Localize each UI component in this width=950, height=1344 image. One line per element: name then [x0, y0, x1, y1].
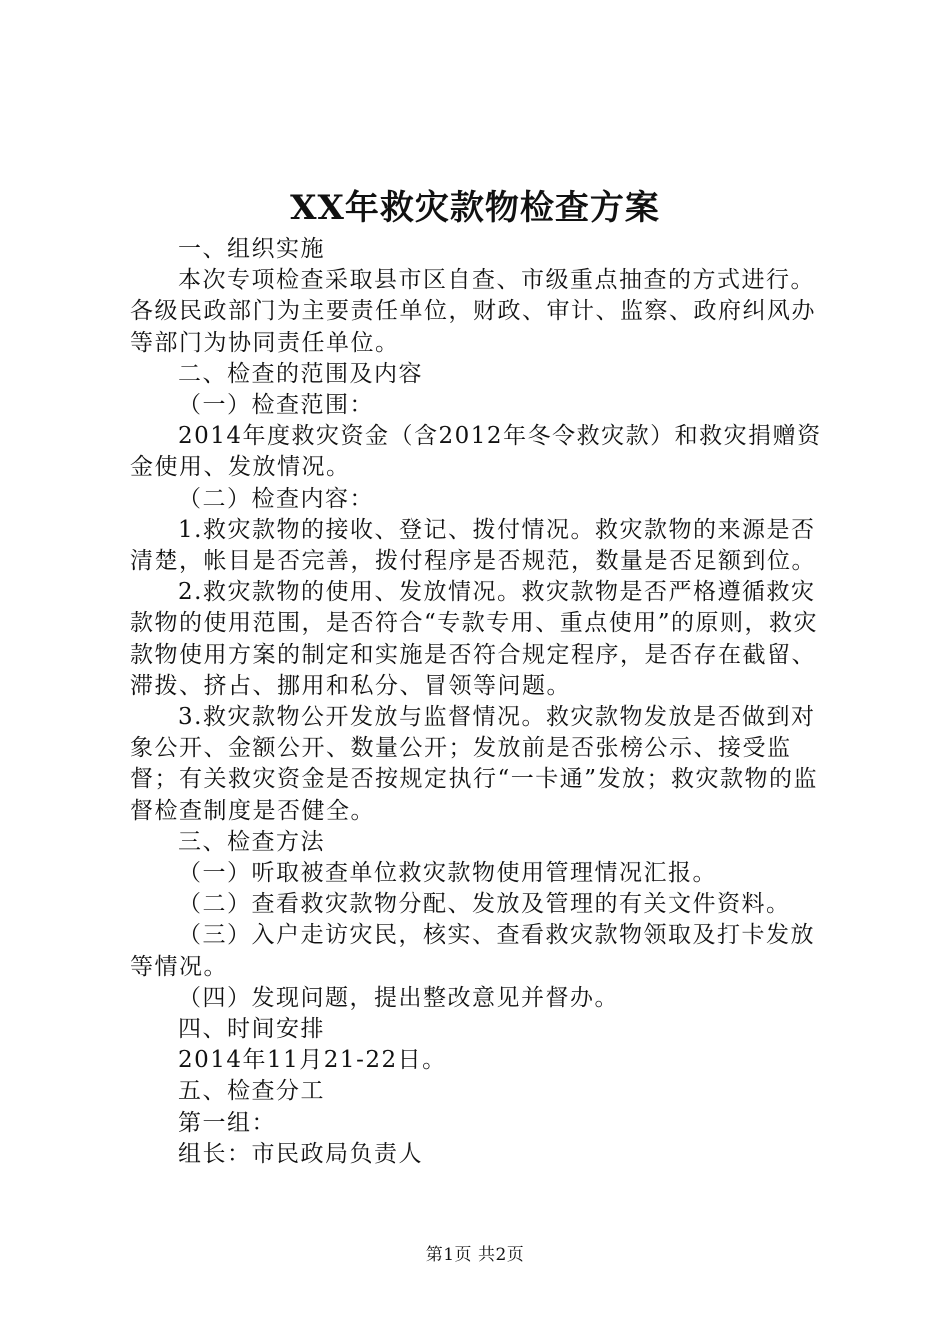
paragraph: 3.救灾款物公开发放与监督情况。救灾款物发放是否做到对象公开、金额公开、数量公开；发放前是否张榜公示、接受监督；有关救灾资金是否按规定执行“一卡通”发放；救灾款物的监督检查制度是否健全。	[130, 704, 819, 824]
paragraph: 2014年11月21-22日。	[178, 1047, 447, 1074]
subsection-heading: （一）检查范围：	[178, 392, 374, 419]
section-heading: 三、检查方法	[178, 828, 325, 855]
paragraph: （三）入户走访灾民，核实、查看救灾款物领取及打卡发放等情况。	[130, 922, 815, 980]
paragraph: 第一组：	[178, 1109, 276, 1136]
section-heading: 四、时间安排	[178, 1016, 325, 1043]
paragraph: （四）发现问题，提出整改意见并督办。	[178, 984, 619, 1011]
section-heading: 一、组织实施	[178, 236, 325, 262]
section-heading: 五、检查分工	[178, 1078, 325, 1105]
page-footer: 第1页 共2页	[425, 1245, 525, 1265]
paragraph: 2.救灾款物的使用、发放情况。救灾款物是否严格遵循救灾款物的使用范围，是否符合“专款专用、重点使用”的原则，救灾款物使用方案的制定和实施是否符合规定程序，是否存在截留、滞拨、挤占、挪用和私分、冒领等问题。	[130, 579, 819, 699]
paragraph: 组长：市民政局负责人	[178, 1140, 423, 1167]
paragraph: 1.救灾款物的接收、登记、拨付情况。救灾款物的来源是否清楚，帐目是否完善，拨付程序是否规范，数量是否足额到位。	[130, 516, 816, 575]
paragraph: （二）查看救灾款物分配、发放及管理的有关文件资料。	[178, 891, 791, 918]
section-heading: 二、检查的范围及内容	[178, 360, 423, 387]
subsection-heading: （二）检查内容：	[178, 485, 374, 512]
document-body	[130, 234, 830, 1170]
paragraph: （一）听取被查单位救灾款物使用管理情况汇报。	[178, 860, 717, 887]
document-title: XX年救灾款物检查方案	[290, 188, 660, 228]
paragraph: 本次专项检查采取县市区自查、市级重点抽查的方式进行。各级民政部门为主要责任单位，财政、审计、监察、政府纠风办等部门为协同责任单位。	[130, 267, 816, 356]
paragraph: 2014年度救灾资金（含2012年冬令救灾款）和救灾捐赠资金使用、发放情况。	[130, 423, 822, 481]
